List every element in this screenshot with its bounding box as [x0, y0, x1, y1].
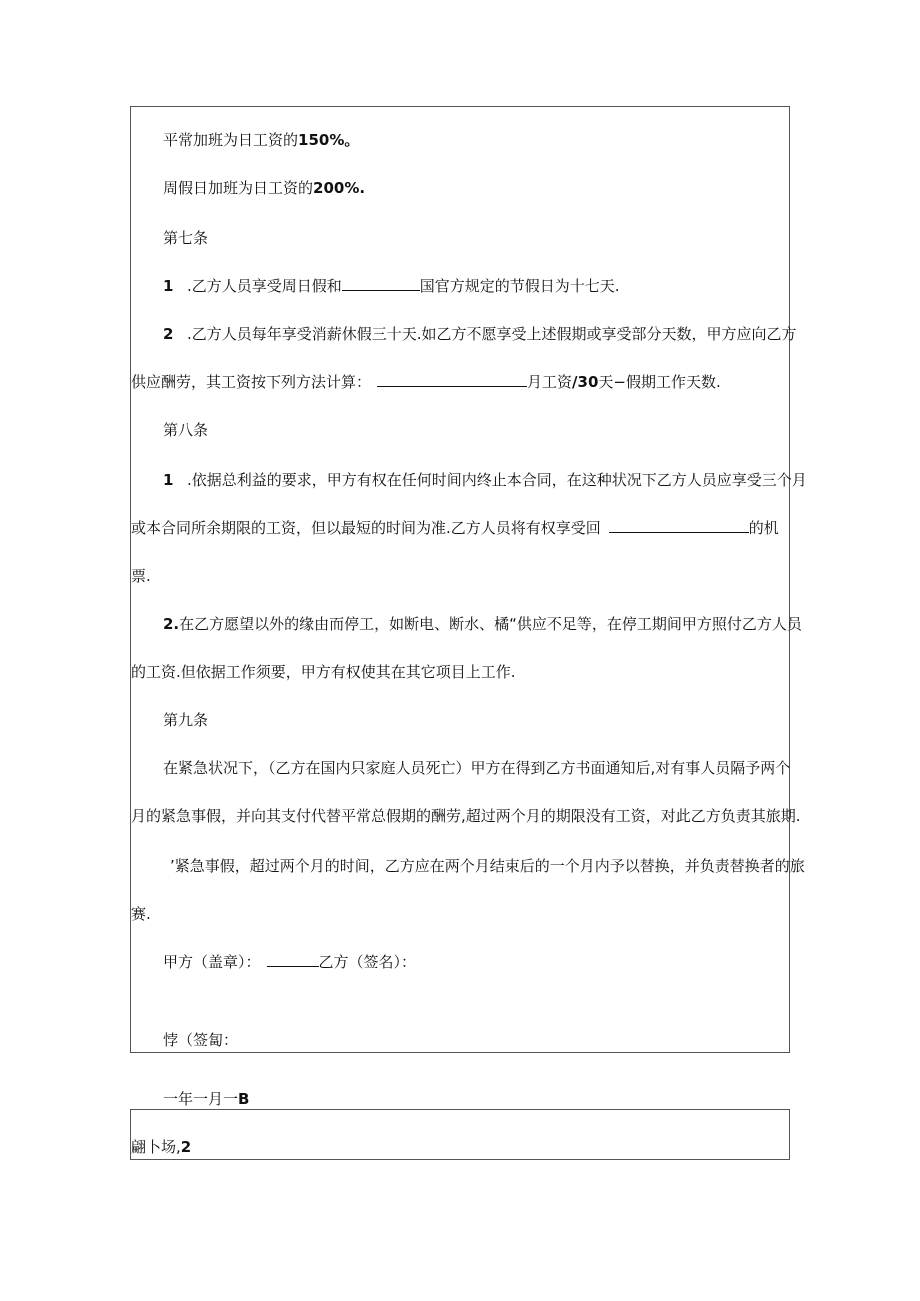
party-a-seal-label: 甲方（盖章）： [163, 953, 261, 971]
contract-frame [130, 106, 790, 1053]
footer-line [131, 1137, 191, 1157]
article-7-clause-2-cont [131, 372, 721, 392]
article-8-clause-1-cont [131, 518, 779, 538]
overtime-weekday [163, 130, 359, 150]
overtime-weekday-rate: 150%。 [298, 131, 360, 149]
article-9-para-2: ’紧急事假，超过两个月的时间，乙方应在两个月结束后的一个月内予以替换，并负责替换者的旅 [170, 857, 805, 875]
article-8-heading: 第八条 [163, 421, 209, 439]
clause-text: 或本合同所余期限的工资，但以最短的时间为准.乙方人员将有权享受回 [131, 519, 601, 537]
clause-text: 国官方规定的节假日为十七天. [419, 277, 620, 295]
clause-text: .依据总利益的要求，甲方有权在任何时间内终止本合同，在这种状况下乙方人员应享受三个月 [187, 471, 807, 489]
article-7-heading: 第七条 [163, 229, 209, 247]
article-7-clause-2 [163, 324, 797, 344]
clause-text: 供应酬劳，其工资按下列方法计算： [131, 373, 372, 391]
party-b-sign-label: 乙方（签名）： [318, 953, 417, 971]
clause-number: 2. [163, 615, 180, 633]
clause-text: 的机 [748, 519, 779, 537]
signature-blank [267, 952, 319, 967]
clause-text: 在乙方愿望以外的缘由而停工，如断电、断水、橘“供应不足等，在停工期间甲方照付乙方人员 [179, 615, 802, 633]
overtime-holiday [163, 178, 365, 198]
footer-number: 2 [180, 1138, 192, 1156]
article-8-clause-1 [163, 470, 807, 490]
article-9-para-1-cont: 月的紧急事假，并向其支付代替平常总假期的酬劳,超过两个月的期限没有工资，对此乙方负责其旅期. [131, 807, 801, 825]
fill-blank [609, 518, 749, 533]
clause-number: 1 [163, 471, 174, 489]
clause-number: 1 [163, 277, 174, 295]
article-7-clause-1 [163, 276, 620, 296]
overtime-weekday-text: 平常加班为日工资的 [163, 131, 299, 149]
fill-blank [342, 276, 420, 291]
divisor: /30 [572, 373, 599, 391]
clause-text: .乙方人员每年享受消薪休假三十天.如乙方不愿享受上述假期或享受部分天数，甲方应向乙方 [187, 325, 797, 343]
article-8-clause-1-end: 票. [131, 567, 151, 585]
article-9-para-1: 在紧急状况下，（乙方在国内只家庭人员死亡）甲方在得到乙方书面通知后,对有事人员隔予两个 [163, 759, 791, 777]
clause-text: 月工资 [527, 373, 573, 391]
witness-sign-label: 悖（签匐： [163, 1031, 239, 1049]
article-9-para-2-cont: 赛. [131, 905, 151, 923]
clause-text: .乙方人员享受周日假和 [187, 277, 342, 295]
article-8-clause-2-cont: 的工资.但依据工作须要，甲方有权使其在其它项目上工作. [131, 663, 516, 681]
footer-frame [130, 1109, 790, 1160]
clause-text: 天−假期工作天数. [598, 373, 721, 391]
overtime-holiday-text: 周假日加班为日工资的 [163, 179, 314, 197]
signature-line [163, 952, 416, 972]
clause-number: 2 [163, 325, 174, 343]
date-text: 一年一月一 [163, 1090, 239, 1108]
footer-text: 翩卜场, [131, 1138, 181, 1156]
article-8-clause-2 [163, 614, 802, 634]
fill-blank [377, 372, 527, 387]
date-suffix: B [238, 1090, 250, 1108]
overtime-holiday-rate: 200%. [313, 179, 366, 197]
date-line [163, 1089, 249, 1109]
article-9-heading: 第九条 [163, 711, 209, 729]
